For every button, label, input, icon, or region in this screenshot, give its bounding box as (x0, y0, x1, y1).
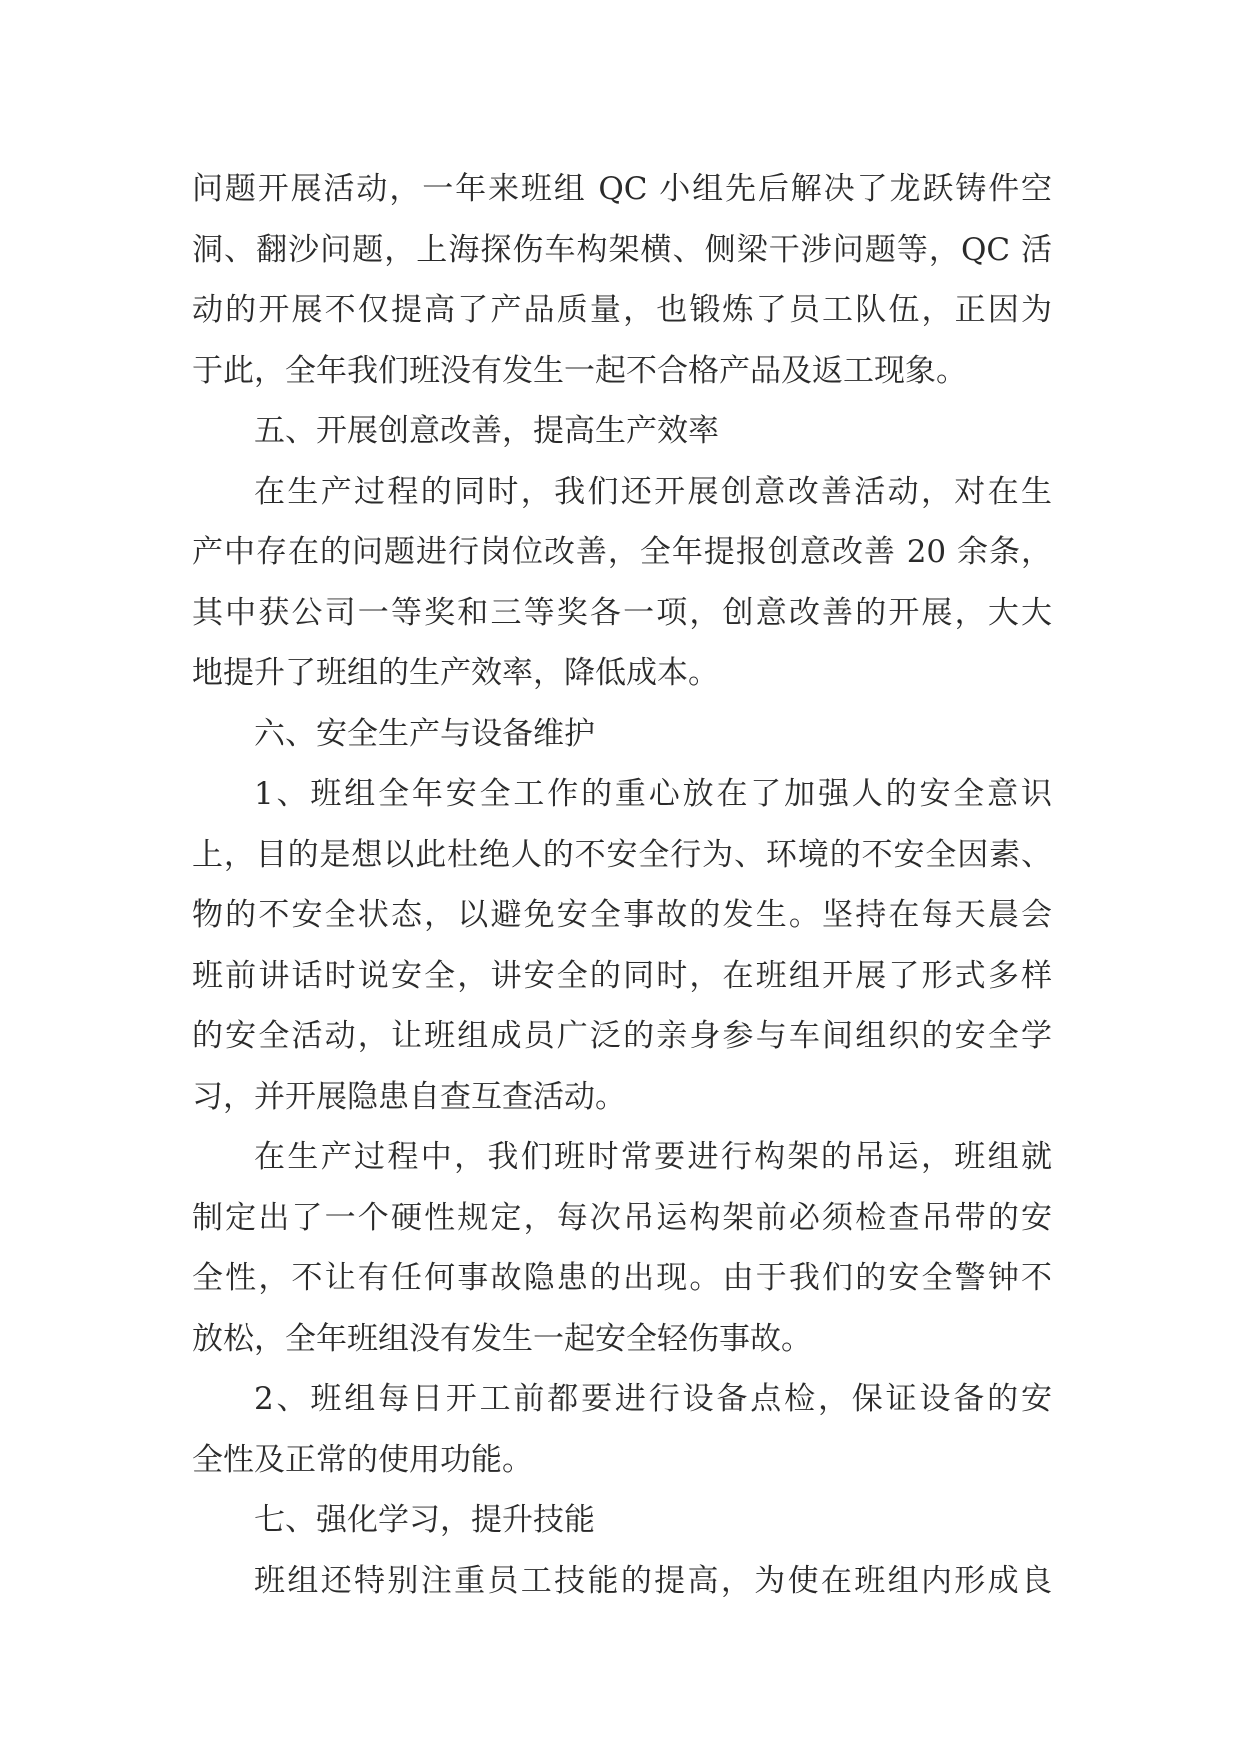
text-line: 的安全活动，让班组成员广泛的亲身参与车间组织的安全学 (192, 1018, 1052, 1054)
section-heading: 六、安全生产与设备维护 (254, 715, 595, 752)
text-line: 动的开展不仅提高了产品质量，也锻炼了员工队伍，正因为 (192, 292, 1052, 328)
text-line: 其中获公司一等奖和三等奖各一项，创意改善的开展，大大 (192, 594, 1052, 631)
text-line: 全性，不让有任何事故隐患的出现。由于我们的安全警钟不 (192, 1260, 1052, 1296)
section-heading: 七、强化学习，提升技能 (254, 1502, 595, 1538)
text-line: 制定出了一个硬性规定，每次吊运构架前必须检查吊带的安 (192, 1199, 1052, 1236)
text-line: 洞、翻沙问题，上海探伤车构架横、侧梁干涉问题等，QC 活 (192, 231, 1052, 268)
text-line: 物的不安全状态，以避免安全事故的发生。坚持在每天晨会 (192, 897, 1052, 933)
text-line: 习，并开展隐患自查互查活动。 (192, 1078, 626, 1115)
text-line: 产中存在的问题进行岗位改善，全年提报创意改善 20 余条， (192, 534, 1052, 570)
text-line: 2、班组每日开工前都要进行设备点检，保证设备的安 (254, 1381, 1052, 1417)
document-body (192, 159, 1052, 1611)
text-line: 班前讲话时说安全，讲安全的同时，在班组开展了形式多样 (192, 957, 1052, 994)
text-line: 在生产过程的同时，我们还开展创意改善活动，对在生 (254, 473, 1052, 510)
text-line: 放松，全年班组没有发生一起安全轻伤事故。 (192, 1320, 812, 1357)
text-line: 于此，全年我们班没有发生一起不合格产品及返工现象。 (192, 352, 967, 389)
text-line: 班组还特别注重员工技能的提高，为使在班组内形成良 (254, 1562, 1052, 1599)
text-line: 上，目的是想以此杜绝人的不安全行为、环境的不安全因素、 (192, 836, 1052, 873)
text-line: 在生产过程中，我们班时常要进行构架的吊运，班组就 (254, 1139, 1052, 1175)
text-line: 1、班组全年安全工作的重心放在了加强人的安全意识 (254, 776, 1052, 812)
section-heading: 五、开展创意改善，提高生产效率 (254, 413, 719, 449)
text-line: 问题开展活动，一年来班组 QC 小组先后解决了龙跃铸件空 (192, 171, 1052, 207)
text-line: 全性及正常的使用功能。 (192, 1441, 533, 1478)
text-line: 地提升了班组的生产效率，降低成本。 (192, 655, 719, 691)
